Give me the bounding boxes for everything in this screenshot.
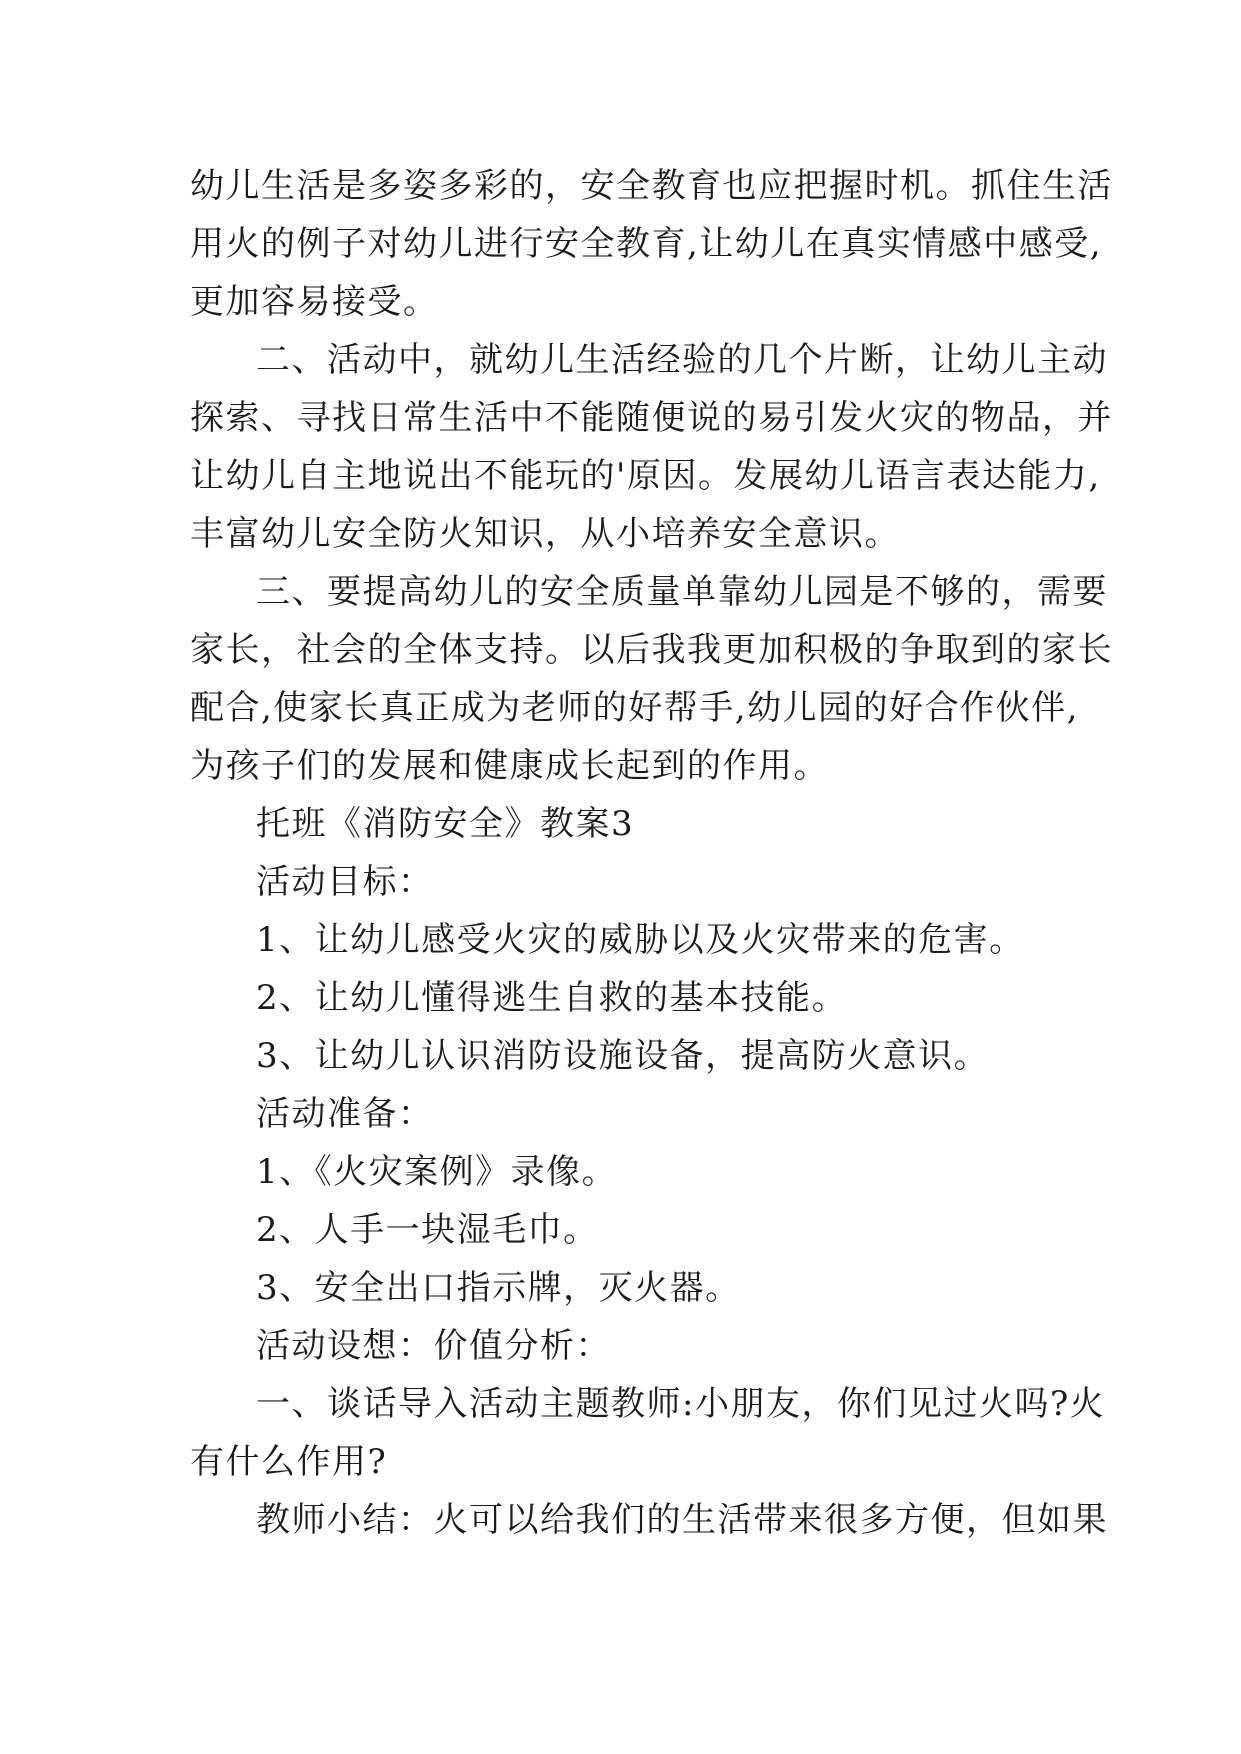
text-line: 用火的例子对幼儿进行安全教育,让幼儿在真实情感中感受,	[190, 224, 1103, 264]
list-item: 1、让幼儿感受火灾的威胁以及火灾带来的危害。	[256, 920, 1025, 960]
list-item: 3、安全出口指示牌，灭火器。	[256, 1268, 741, 1308]
section-title: 托班《消防安全》教案3	[256, 804, 635, 844]
text-line: 让幼儿自主地说出不能玩的'原因。发展幼儿语言表达能力,	[190, 456, 1101, 496]
text-line: 家长，社会的全体支持。以后我我更加积极的争取到的家长	[190, 630, 1113, 670]
text-line: 教师小结：火可以给我们的生活带来很多方便，但如果	[256, 1500, 1108, 1540]
section-heading: 活动设想：价值分析：	[256, 1326, 611, 1366]
text-line: 三、要提高幼儿的安全质量单靠幼儿园是不够的，需要	[256, 572, 1108, 612]
text-line: 为孩子们的发展和健康成长起到的作用。	[190, 746, 829, 786]
list-item: 3、让幼儿认识消防设施设备，提高防火意识。	[256, 1036, 990, 1076]
text-line: 丰富幼儿安全防火知识，从小培养安全意识。	[190, 514, 900, 554]
text-line: 一、谈话导入活动主题教师:小朋友，你们见过火吗?火	[256, 1384, 1106, 1424]
section-heading: 活动准备：	[256, 1094, 434, 1134]
list-item: 2、人手一块湿毛巾。	[256, 1210, 599, 1250]
text-line: 探索、寻找日常生活中不能随便说的易引发火灾的物品，并	[190, 398, 1113, 438]
text-line: 有什么作用?	[190, 1442, 388, 1482]
section-heading: 活动目标：	[256, 862, 434, 902]
text-line: 二、活动中，就幼儿生活经验的几个片断，让幼儿主动	[256, 340, 1108, 380]
list-item: 2、让幼儿懂得逃生自救的基本技能。	[256, 978, 848, 1018]
text-line: 配合,使家长真正成为老师的好帮手,幼儿园的好合作伙伴,	[190, 688, 1079, 728]
list-item: 1、《火灾案例》录像。	[256, 1152, 618, 1192]
text-line: 幼儿生活是多姿多彩的，安全教育也应把握时机。抓住生活	[190, 166, 1113, 206]
text-line: 更加容易接受。	[190, 282, 439, 322]
